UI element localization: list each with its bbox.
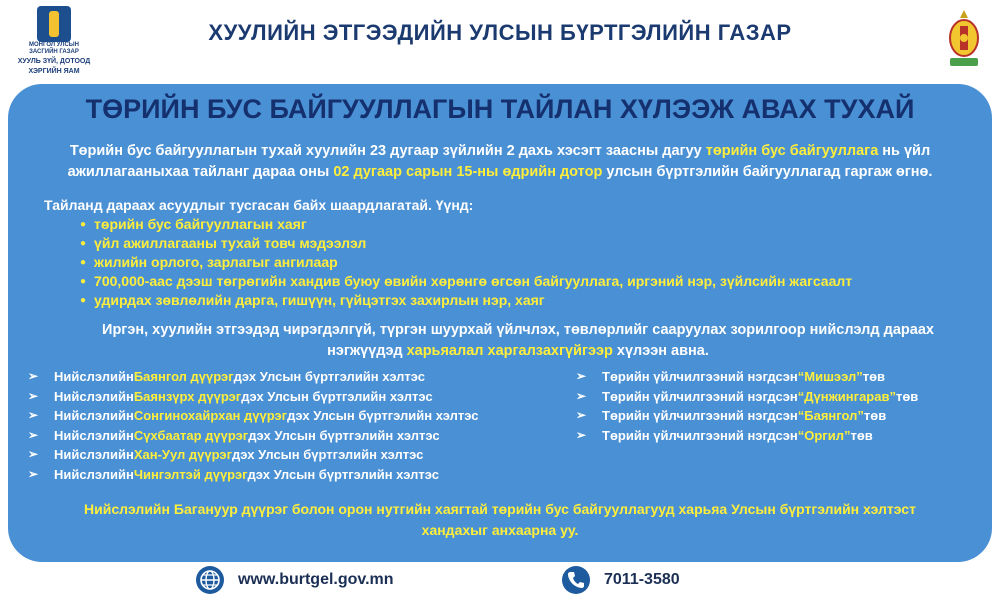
state-emblem-icon xyxy=(37,6,71,42)
bullet-dot-icon: ● xyxy=(80,295,87,306)
service-highlight: харьяалал харгалзахгүйгээр xyxy=(406,343,613,359)
center-prefix: Төрийн үйлчилгээний нэгдсэн xyxy=(602,388,798,404)
center-prefix: Төрийн үйлчилгээний нэгдсэн xyxy=(602,369,798,384)
list-item xyxy=(576,387,918,407)
logo-line2: ЗАСГИЙН ГАЗАР xyxy=(29,49,79,55)
center-prefix: Төрийн үйлчилгээний нэгдсэн xyxy=(602,427,798,443)
requirement-text: төрийн бус байгууллагын хаяг xyxy=(94,216,307,232)
center-name: “Баянгол” xyxy=(797,408,864,423)
requirement-text: үйл ажиллагааны тухай товч мэдээлэл xyxy=(94,235,367,251)
website-contact[interactable] xyxy=(196,566,394,594)
district-name: Сүхбаатар дүүрэг xyxy=(133,427,249,443)
intro-highlight-1: төрийн бус байгууллага xyxy=(705,143,879,159)
list-item xyxy=(576,367,918,387)
district-prefix: Нийслэлийн xyxy=(54,408,134,423)
center-suffix: төв xyxy=(863,408,887,423)
district-prefix: Нийслэлийн xyxy=(54,466,134,482)
service-paragraph xyxy=(68,320,968,362)
logo-line1: МОНГОЛ УЛСЫН xyxy=(29,42,79,48)
district-prefix: Нийслэлийн xyxy=(54,447,134,462)
center-suffix: төв xyxy=(895,388,919,404)
list-item xyxy=(28,406,479,426)
panel-title: ТӨРИЙН БУС БАЙГУУЛЛАГЫН ТАЙЛАН ХҮЛЭЭЖ АВАХ ТУХАЙ xyxy=(85,94,915,124)
requirement-text: жилийн орлого, зарлагыг ангилаар xyxy=(94,254,338,270)
phone-icon xyxy=(562,566,590,594)
closing-note: Нийслэлийн Багануур дүүрэг болон орон нутгийн хаягтай төрийн бус байгууллагууд харьяа Улсын бүртгэлийн хэлтэст хандахыг анхаарна уу. xyxy=(84,501,916,538)
arrow-head-icon: ➢ xyxy=(576,369,587,383)
list-item xyxy=(28,387,479,407)
list-item xyxy=(80,272,852,291)
intro-paragraph xyxy=(38,141,962,183)
intro-text-2: нь үйл ажиллагааныхаа тайланг дараа оны xyxy=(67,143,931,180)
arrow-head-icon: ➢ xyxy=(576,427,587,442)
list-item xyxy=(28,367,479,387)
district-prefix: Нийслэлийн xyxy=(54,427,134,443)
intro-text-1: Төрийн бус байгууллагын тухай хуулийн 23 дугаар зүйлийн 2 дахь хэсэгт заасны дагуу xyxy=(69,143,706,159)
requirements-list xyxy=(80,215,852,310)
district-prefix: Нийслэлийн xyxy=(54,369,134,384)
list-item xyxy=(80,253,852,272)
arrow-head-icon: ➢ xyxy=(576,408,587,422)
website-link[interactable]: www.burtgel.gov.mn xyxy=(238,571,394,588)
district-suffix: дэх Улсын бүртгэлийн хэлтэс xyxy=(241,388,433,404)
bullet-dot-icon: ● xyxy=(80,257,87,268)
content-panel xyxy=(8,84,992,562)
requirement-text: 700,000-аас дээш төгрөгийн хандив буюу өвийн хөрөнгө өгсөн байгууллага, иргэний нэр, зүйлсийн жагсаалт xyxy=(94,273,853,289)
arrow-head-icon: ➢ xyxy=(28,466,39,481)
footer xyxy=(0,562,1000,600)
ministry-name-line1: ХУУЛЬ ЗҮЙ, ДОТООД xyxy=(17,58,91,65)
arrow-head-icon: ➢ xyxy=(576,388,587,403)
district-suffix: дэх Улсын бүртгэлийн хэлтэс xyxy=(233,369,426,384)
center-suffix: төв xyxy=(850,427,873,443)
intro-highlight-2: 02 дугаар сарын 15-ны өдрийн дотор xyxy=(333,164,603,180)
arrow-head-icon: ➢ xyxy=(28,447,39,461)
arrow-head-icon: ➢ xyxy=(28,408,39,422)
district-suffix: дэх Улсын бүртгэлийн хэлтэс xyxy=(287,408,479,423)
arrow-head-icon: ➢ xyxy=(28,388,39,403)
center-name: “Дүнжингарав” xyxy=(797,388,896,404)
center-name: “Оргил” xyxy=(797,427,851,443)
district-name: Баянзүрх дүүрэг xyxy=(133,388,242,404)
ministry-name-line2: ХЭРГИЙН ЯАМ xyxy=(28,68,80,75)
header xyxy=(0,0,1000,78)
globe-icon xyxy=(196,566,224,594)
district-suffix: дэх Улсын бүртгэлийн хэлтэс xyxy=(232,447,424,462)
list-item xyxy=(80,234,852,253)
district-suffix: дэх Улсын бүртгэлийн хэлтэс xyxy=(247,466,439,482)
center-prefix: Төрийн үйлчилгээний нэгдсэн xyxy=(602,408,798,423)
agency-title: ХУУЛИЙН ЭТГЭЭДИЙН УЛСЫН БҮРТГЭЛИЙН ГАЗАР xyxy=(208,20,792,45)
bullet-dot-icon: ● xyxy=(80,276,87,287)
center-name: “Мишээл” xyxy=(797,369,863,384)
ministry-logo xyxy=(14,6,94,75)
arrow-head-icon: ➢ xyxy=(28,369,39,383)
center-suffix: төв xyxy=(862,369,886,384)
agency-emblem-icon xyxy=(942,8,986,70)
list-item xyxy=(28,426,479,446)
list-item xyxy=(80,215,852,234)
list-item xyxy=(576,426,918,446)
requirements-intro: Тайланд дараах асуудлыг тусгасан байх шаардлагатай. Үүнд: xyxy=(44,197,474,213)
requirement-text: удирдах зөвлөлийн дарга, гишүүн, гүйцэтгэх захирлын нэр, хаяг xyxy=(94,292,545,308)
phone-number[interactable]: 7011-3580 xyxy=(604,571,680,588)
service-text-1: Иргэн, хуулийн этгээдэд чирэгдэлгүй, түргэн шуурхай үйлчлэх, төвлөрлийг сааруулах зорилгоор нийслэлд дараах нэгжүүдэд xyxy=(102,322,934,359)
list-item xyxy=(80,291,852,310)
intro-text-3: улсын бүртгэлийн байгууллагад гаргаж өгнө. xyxy=(602,164,933,180)
bullet-dot-icon: ● xyxy=(80,238,87,249)
service-centers-list xyxy=(576,367,918,445)
district-prefix: Нийслэлийн xyxy=(54,388,134,404)
district-name: Хан-Уул дүүрэг xyxy=(133,447,232,462)
district-suffix: дэх Улсын бүртгэлийн хэлтэс xyxy=(248,427,440,443)
district-name: Сонгинохайрхан дүүрэг xyxy=(133,408,288,423)
service-text-2: хүлээн авна. xyxy=(612,343,709,359)
list-item xyxy=(28,445,479,465)
bullet-dot-icon: ● xyxy=(80,219,87,230)
district-name: Чингэлтэй дүүрэг xyxy=(133,466,248,482)
agency-emblem xyxy=(942,8,986,70)
phone-contact[interactable] xyxy=(562,566,680,594)
arrow-head-icon: ➢ xyxy=(28,427,39,442)
list-item xyxy=(576,406,918,426)
district-offices-list xyxy=(28,367,479,484)
list-item xyxy=(28,465,479,485)
district-name: Баянгол дүүрэг xyxy=(133,369,234,384)
